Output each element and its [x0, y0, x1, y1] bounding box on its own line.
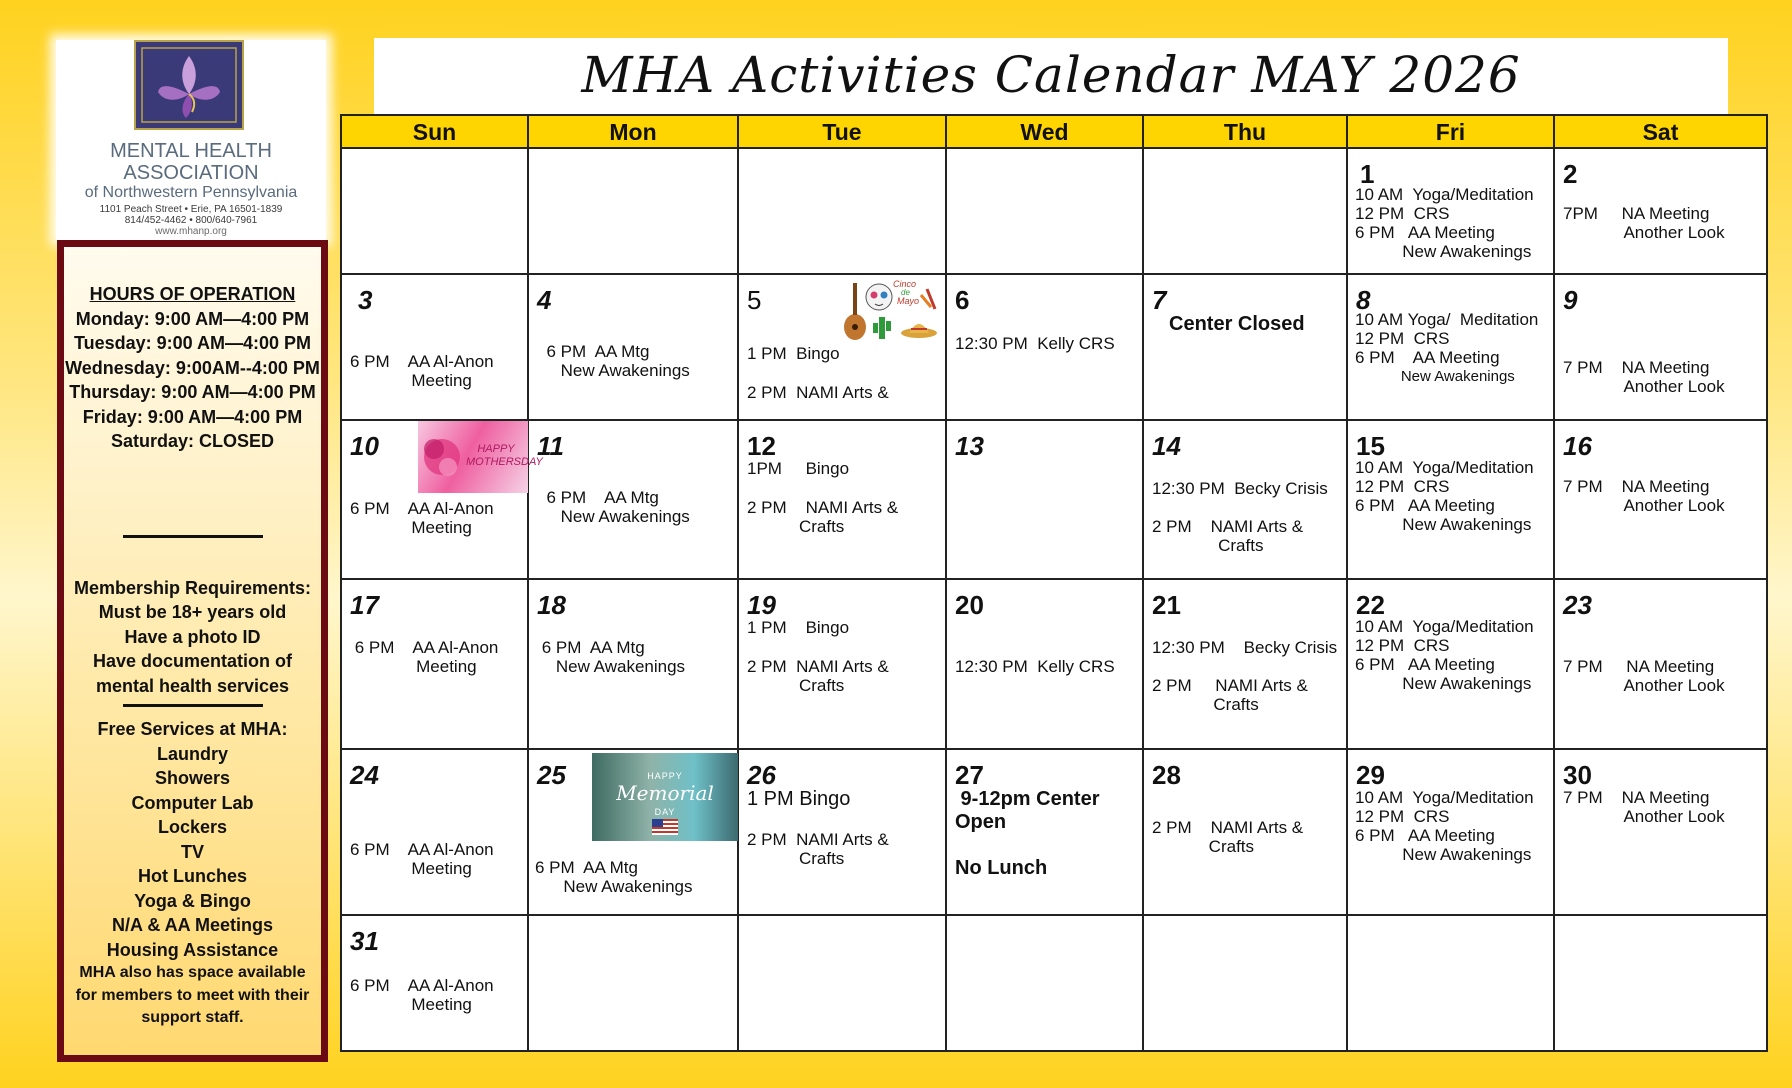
org-phones: 814/452-4462 • 800/640-7961 — [124, 215, 258, 226]
event: 6 PM AA Al-Anon — [350, 638, 499, 657]
day-cell-29[interactable] — [1348, 750, 1555, 916]
event: New Awakenings — [537, 657, 686, 676]
event: 2 PM NAMI Arts & — [747, 383, 889, 402]
event: New Awakenings — [1355, 368, 1515, 385]
event: 2 PM NAMI Arts & — [747, 657, 889, 676]
event: 6 PM AA Al-Anon — [350, 352, 494, 371]
day-cell-18[interactable] — [529, 580, 739, 750]
org-name-line1: MENTAL HEALTH — [110, 140, 272, 162]
event: Crafts — [1152, 695, 1259, 714]
event: 6 PM AA Al-Anon — [350, 499, 494, 518]
organization-logo-block — [56, 40, 326, 240]
weekday-header-mon: Mon — [529, 116, 739, 149]
day-cell-17[interactable] — [342, 580, 529, 750]
event: Another Look — [1563, 496, 1725, 515]
day-cell-15[interactable] — [1348, 421, 1555, 580]
title-bar — [374, 38, 1728, 114]
day-cell-21[interactable] — [1144, 580, 1348, 750]
day-cell-12[interactable] — [739, 421, 947, 580]
day-cell-19[interactable] — [739, 580, 947, 750]
org-address: 1101 Peach Street • Erie, PA 16501-1839 — [99, 204, 283, 215]
day-cell-11[interactable] — [529, 421, 739, 580]
hours-heading: HOURS OF OPERATION — [89, 284, 296, 304]
note-line: support staff. — [141, 1009, 244, 1026]
event: 7PM NA Meeting — [1563, 204, 1710, 223]
mothers-day-image — [418, 421, 543, 493]
event: 6 PM AA Meeting — [1355, 826, 1495, 845]
event: 10 AM Yoga/Meditation — [1355, 458, 1534, 477]
mothers-day-text: HAPPY MOTHERSDAY — [466, 443, 543, 468]
day-cell-9[interactable] — [1555, 275, 1766, 421]
service-item: Showers — [154, 768, 231, 788]
org-website: www.mhanp.org — [155, 226, 227, 237]
event: Meeting — [350, 859, 472, 878]
day-cell-8[interactable] — [1348, 275, 1555, 421]
services-heading: Free Services at MHA: — [97, 719, 288, 739]
event: 1 PM Bingo — [747, 618, 850, 637]
day-number: 19 — [747, 590, 776, 620]
event: 2 PM NAMI Arts & — [1152, 818, 1304, 837]
iris-flower-logo — [134, 40, 244, 130]
day-number: 14 — [1152, 431, 1181, 461]
event: 1PM Bingo — [747, 459, 850, 478]
day-number: 6 — [955, 285, 970, 315]
event: 9-12pm Center — [955, 788, 1100, 810]
event: 7 PM NA Meeting — [1563, 788, 1710, 807]
day-number: 11 — [537, 431, 564, 461]
membership-item: mental health services — [95, 675, 290, 696]
event: 6 PM AA Meeting — [1355, 348, 1500, 367]
day-cell-31[interactable] — [342, 916, 529, 1052]
day-number: 4 — [537, 285, 552, 315]
event: Meeting — [350, 371, 472, 390]
day-cell-10[interactable] — [342, 421, 543, 580]
day-number: 1 — [1360, 159, 1375, 189]
event: 10 AM Yoga/ Meditation — [1355, 310, 1539, 329]
empty-day-cell — [1555, 916, 1766, 1052]
event: 6 PM AA Meeting — [1355, 655, 1495, 674]
service-item: Lockers — [157, 817, 228, 837]
event: Crafts — [747, 849, 845, 868]
event: 12 PM CRS — [1355, 329, 1450, 348]
event: 7 PM NA Meeting — [1563, 477, 1710, 496]
event: New Awakenings — [535, 877, 693, 896]
empty-day-cell — [1144, 149, 1348, 275]
day-number: 17 — [350, 590, 379, 620]
day-cell-16[interactable] — [1555, 421, 1766, 580]
event: 12:30 PM Kelly CRS — [955, 657, 1115, 676]
calendar-grid — [340, 114, 1768, 1052]
day-cell-7[interactable] — [1144, 275, 1348, 421]
event: 12 PM CRS — [1355, 204, 1450, 223]
event: 10 AM Yoga/Meditation — [1355, 185, 1534, 204]
day-cell-26[interactable] — [739, 750, 947, 916]
service-item: TV — [180, 841, 204, 862]
day-number: 24 — [350, 760, 379, 790]
org-name-line3: of Northwestern Pennsylvania — [84, 184, 298, 201]
day-number: 16 — [1563, 431, 1592, 461]
empty-day-cell — [529, 149, 739, 275]
event: Meeting — [350, 518, 472, 537]
hours-thursday: Thursday: 9:00 AM—4:00 PM — [69, 382, 316, 402]
day-cell-25[interactable] — [529, 750, 739, 916]
day-number: 15 — [1356, 431, 1385, 461]
event: 6 PM AA Mtg — [535, 858, 638, 877]
event: New Awakenings — [537, 507, 690, 526]
event: Crafts — [747, 517, 845, 536]
event: 12:30 PM Becky Crisis — [1152, 479, 1328, 498]
service-item: N/A & AA Meetings — [111, 915, 273, 935]
memorial-text: DAY — [654, 807, 676, 817]
event: New Awakenings — [1355, 515, 1532, 534]
event: 7 PM NA Meeting — [1563, 358, 1710, 377]
weekday-header-tue: Tue — [739, 116, 947, 149]
day-number: 27 — [955, 760, 984, 790]
day-number: 22 — [1356, 590, 1385, 620]
membership-item: Must be 18+ years old — [98, 602, 287, 622]
cinco-text: de — [901, 288, 910, 297]
memorial-text: Memorial — [616, 781, 714, 805]
event: 10 AM Yoga/Meditation — [1355, 617, 1534, 636]
event: 6 PM AA Mtg — [537, 638, 645, 657]
empty-day-cell — [947, 916, 1144, 1052]
day-number: 10 — [350, 431, 379, 461]
weekday-header-sun: Sun — [342, 116, 529, 149]
hours-wednesday: Wednesday: 9:00AM--4:00 PM — [65, 357, 320, 378]
event: Another Look — [1563, 807, 1725, 826]
event: New Awakenings — [537, 361, 690, 380]
event: Crafts — [747, 676, 845, 695]
day-number: 20 — [955, 590, 984, 620]
empty-day-cell — [529, 916, 739, 1052]
weekday-header-thu: Thu — [1144, 116, 1348, 149]
empty-day-cell — [947, 149, 1144, 275]
event: 2 PM NAMI Arts & — [747, 830, 889, 849]
day-number: 3 — [358, 285, 373, 315]
event: New Awakenings — [1355, 242, 1532, 261]
day-cell-13[interactable] — [947, 421, 1144, 580]
day-number: 21 — [1152, 590, 1181, 620]
day-cell-28[interactable] — [1144, 750, 1348, 916]
weekday-header-fri: Fri — [1348, 116, 1555, 149]
flag-icon — [652, 819, 678, 835]
event: 2 PM NAMI Arts & — [1152, 517, 1304, 536]
no-lunch-label: No Lunch — [955, 857, 1048, 879]
service-item: Hot Lunches — [137, 866, 247, 886]
service-item: Yoga & Bingo — [134, 890, 251, 911]
event: New Awakenings — [1355, 845, 1532, 864]
day-cell-5[interactable] — [739, 275, 947, 421]
event: Crafts — [1152, 536, 1264, 555]
day-number: 23 — [1563, 590, 1592, 620]
day-cell-22[interactable] — [1348, 580, 1555, 750]
day-cell-20[interactable] — [947, 580, 1144, 750]
day-number: 29 — [1356, 760, 1385, 790]
event: 12 PM CRS — [1355, 636, 1450, 655]
day-number: 28 — [1152, 760, 1181, 790]
event: Meeting — [350, 995, 472, 1014]
event: 12:30 PM Kelly CRS — [955, 334, 1115, 353]
cinco-text: Cinco — [893, 279, 917, 289]
event: 6 PM AA Mtg — [537, 342, 650, 361]
day-number: 5 — [747, 285, 762, 315]
day-number: 7 — [1152, 285, 1167, 315]
day-number: 18 — [537, 590, 566, 620]
event: 6 PM AA Mtg — [537, 488, 659, 507]
event: 6 PM AA Al-Anon — [350, 840, 494, 859]
event: Crafts — [1152, 837, 1255, 856]
event: Another Look — [1563, 223, 1725, 242]
empty-day-cell — [1348, 916, 1555, 1052]
empty-day-cell — [739, 149, 947, 275]
event: 12:30 PM Becky Crisis — [1152, 638, 1338, 657]
day-number: 26 — [747, 760, 776, 790]
center-closed-label: Center Closed — [1169, 313, 1305, 335]
day-number: 13 — [955, 431, 984, 461]
event: Another Look — [1563, 676, 1725, 695]
cinco-text: Mayo — [897, 296, 920, 306]
event: 7 PM NA Meeting — [1563, 657, 1715, 676]
day-number: 12 — [747, 431, 776, 461]
day-cell-23[interactable] — [1555, 580, 1766, 750]
org-name-line2: ASSOCIATION — [123, 162, 259, 184]
day-number: 2 — [1563, 159, 1578, 189]
empty-day-cell — [1144, 916, 1348, 1052]
hours-monday: Monday: 9:00 AM—4:00 PM — [75, 308, 310, 329]
event: 6 PM AA Meeting — [1355, 496, 1495, 515]
membership-item: Have a photo ID — [124, 626, 261, 647]
event: 12 PM CRS — [1355, 477, 1450, 496]
event: Meeting — [350, 657, 477, 676]
memorial-text: HAPPY — [647, 771, 683, 781]
hours-friday: Friday: 9:00 AM—4:00 PM — [82, 406, 303, 427]
weekday-header-wed: Wed — [947, 116, 1144, 149]
iris-flower-icon — [136, 42, 242, 128]
day-number: 9 — [1563, 285, 1578, 315]
day-cell-3[interactable] — [342, 275, 529, 421]
day-cell-14[interactable] — [1144, 421, 1348, 580]
day-cell-1[interactable] — [1348, 149, 1555, 275]
note-line: for members to meet with their — [75, 986, 310, 1004]
memorial-day-image — [592, 753, 738, 841]
event: 1 PM Bingo — [747, 344, 840, 363]
day-cell-6[interactable] — [947, 275, 1144, 421]
event: 10 AM Yoga/Meditation — [1355, 788, 1534, 807]
event: 1 PM Bingo — [747, 788, 851, 810]
service-item: Computer Lab — [131, 792, 254, 813]
event: Another Look — [1563, 377, 1725, 396]
event: 6 PM AA Al-Anon — [350, 976, 494, 995]
day-cell-4[interactable] — [529, 275, 739, 421]
weekday-header-sat: Sat — [1555, 116, 1766, 149]
day-number: 31 — [350, 926, 379, 956]
event: 12 PM CRS — [1355, 807, 1450, 826]
day-number: 8 — [1356, 285, 1371, 315]
event: 6 PM AA Meeting — [1355, 223, 1495, 242]
day-number: 25 — [537, 760, 566, 790]
event: Open — [955, 811, 1007, 833]
hours-tuesday: Tuesday: 9:00 AM—4:00 PM — [73, 333, 312, 353]
day-cell-27[interactable] — [947, 750, 1144, 916]
service-item: Laundry — [156, 743, 228, 764]
day-cell-30[interactable] — [1555, 750, 1766, 916]
empty-day-cell — [739, 916, 947, 1052]
event: 2 PM NAMI Arts & — [1152, 676, 1308, 695]
empty-day-cell — [342, 149, 529, 275]
membership-item: Have documentation of — [92, 651, 293, 671]
day-number: 30 — [1563, 760, 1592, 790]
service-item: Housing Assistance — [106, 939, 279, 960]
note-line: MHA also has space available — [79, 964, 306, 981]
calendar-title: MHA Activities Calendar MAY 2026 — [581, 46, 1521, 104]
info-panel — [57, 240, 328, 1062]
cinco-de-mayo-image — [843, 279, 939, 343]
membership-heading: Membership Requirements: — [73, 577, 312, 598]
hours-saturday: Saturday: CLOSED — [110, 431, 275, 451]
day-cell-24[interactable] — [342, 750, 529, 916]
day-cell-2[interactable] — [1555, 149, 1766, 275]
event: New Awakenings — [1355, 674, 1532, 693]
event: 2 PM NAMI Arts & — [747, 498, 899, 517]
